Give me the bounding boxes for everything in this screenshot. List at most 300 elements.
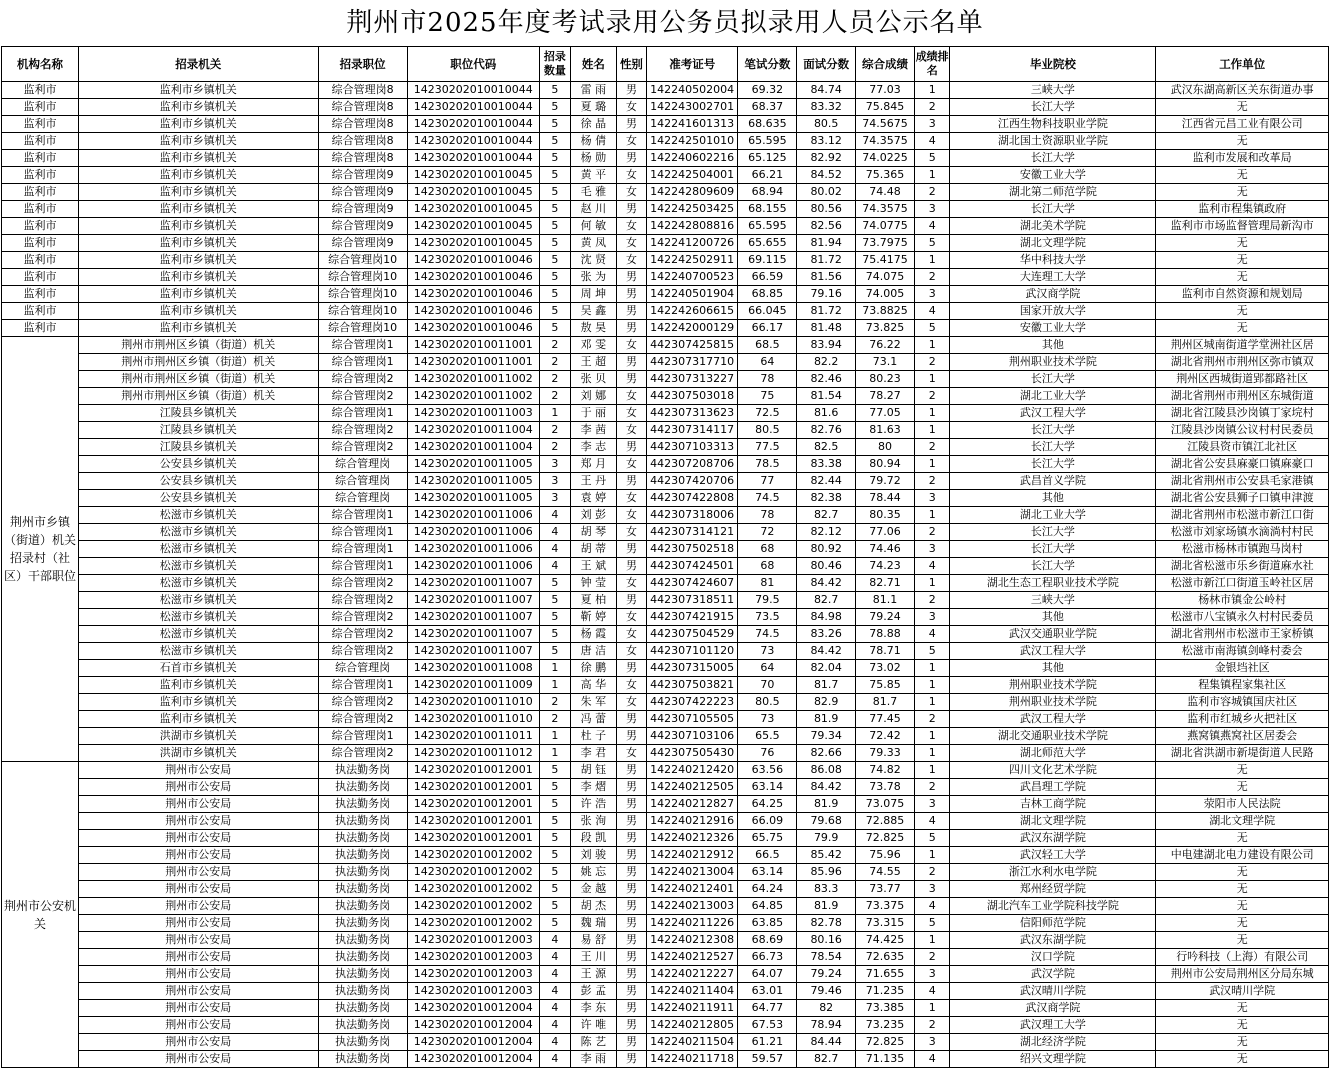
- cell-school: 武汉东湖学院: [950, 830, 1156, 847]
- cell-written: 65.125: [738, 150, 797, 167]
- cell-school: 武汉交通职业学院: [950, 626, 1156, 643]
- cell-rank: 3: [914, 966, 950, 983]
- cell-quota: 3: [539, 456, 570, 473]
- cell-quota: 5: [539, 99, 570, 116]
- cell-code: 14230202010010044: [407, 150, 539, 167]
- cell-gender: 男: [616, 1017, 646, 1034]
- cell-code: 14230202010010046: [407, 269, 539, 286]
- cell-workplace: 无: [1156, 779, 1329, 796]
- cell-name: 胡 琴: [571, 524, 617, 541]
- cell-total: 73.02: [856, 660, 915, 677]
- table-row: [2, 456, 1329, 473]
- table-row: [2, 405, 1329, 422]
- cell-interview: 84.44: [797, 1034, 856, 1051]
- cell-code: 14230202010011007: [407, 575, 539, 592]
- col-gender: 性别: [616, 47, 646, 82]
- cell-exam-id: 142242000129: [647, 320, 738, 337]
- cell-org: 松滋市乡镇机关: [79, 626, 318, 643]
- cell-code: 14230202010011009: [407, 677, 539, 694]
- cell-total: 79.72: [856, 473, 915, 490]
- cell-written: 59.57: [738, 1051, 797, 1068]
- table-row: [2, 1000, 1329, 1017]
- table-row: [2, 133, 1329, 150]
- cell-gender: 女: [616, 524, 646, 541]
- cell-total: 73.77: [856, 881, 915, 898]
- cell-position: 综合管理岗2: [318, 694, 407, 711]
- cell-quota: 4: [539, 1000, 570, 1017]
- cell-school: 湖北第二师范学院: [950, 184, 1156, 201]
- cell-interview: 82.44: [797, 473, 856, 490]
- cell-name: 毛 雅: [571, 184, 617, 201]
- cell-position: 综合管理岗9: [318, 167, 407, 184]
- cell-org: 监利市乡镇机关: [79, 218, 318, 235]
- cell-org: 荆州市荆州区乡镇（街道）机关: [79, 354, 318, 371]
- cell-school: 长江大学: [950, 541, 1156, 558]
- cell-quota: 4: [539, 1051, 570, 1068]
- cell-school: 武汉晴川学院: [950, 983, 1156, 1000]
- cell-code: 14230202010012002: [407, 864, 539, 881]
- cell-workplace: 荆州市公安局荆州区分局东城: [1156, 966, 1329, 983]
- cell-position: 综合管理岗1: [318, 524, 407, 541]
- cell-exam-id: 442307503018: [647, 388, 738, 405]
- cell-position: 综合管理岗: [318, 660, 407, 677]
- cell-exam-id: 442307317710: [647, 354, 738, 371]
- cell-workplace: 湖北省公安县狮子口镇申津渡: [1156, 490, 1329, 507]
- cell-school: 其他: [950, 490, 1156, 507]
- cell-exam-id: 142242501010: [647, 133, 738, 150]
- cell-code: 14230202010012004: [407, 1034, 539, 1051]
- cell-school: 长江大学: [950, 150, 1156, 167]
- cell-written: 69.115: [738, 252, 797, 269]
- cell-position: 综合管理岗2: [318, 388, 407, 405]
- cell-position: 综合管理岗10: [318, 269, 407, 286]
- cell-code: 14230202010011007: [407, 626, 539, 643]
- cell-interview: 81.9: [797, 796, 856, 813]
- cell-written: 63.14: [738, 864, 797, 881]
- cell-school: 郑州经贸学院: [950, 881, 1156, 898]
- cell-exam-id: 442307318511: [647, 592, 738, 609]
- cell-exam-id: 142242809609: [647, 184, 738, 201]
- table-row: [2, 847, 1329, 864]
- cell-exam-id: 142240212227: [647, 966, 738, 983]
- cell-position: 执法勤务岗: [318, 779, 407, 796]
- table-row: [2, 82, 1329, 99]
- cell-workplace: 荆州区城南街道学堂洲社区居: [1156, 337, 1329, 354]
- cell-quota: 5: [539, 201, 570, 218]
- cell-position: 综合管理岗1: [318, 728, 407, 745]
- cell-position: 综合管理岗: [318, 490, 407, 507]
- cell-quota: 4: [539, 541, 570, 558]
- cell-total: 80: [856, 439, 915, 456]
- cell-quota: 4: [539, 966, 570, 983]
- table-row: [2, 592, 1329, 609]
- cell-written: 66.17: [738, 320, 797, 337]
- cell-quota: 1: [539, 405, 570, 422]
- cell-org: 荆州市公安局: [79, 1000, 318, 1017]
- cell-exam-id: 142240212916: [647, 813, 738, 830]
- cell-interview: 81.56: [797, 269, 856, 286]
- cell-agency: 监利市: [2, 286, 79, 303]
- cell-rank: 1: [914, 728, 950, 745]
- cell-exam-id: 142240212805: [647, 1017, 738, 1034]
- cell-exam-id: 442307313623: [647, 405, 738, 422]
- table-row: [2, 881, 1329, 898]
- cell-gender: 男: [616, 711, 646, 728]
- cell-name: 徐 晶: [571, 116, 617, 133]
- cell-interview: 83.3: [797, 881, 856, 898]
- cell-workplace: 江西省元昌工业有限公司: [1156, 116, 1329, 133]
- cell-total: 72.825: [856, 1034, 915, 1051]
- cell-gender: 女: [616, 133, 646, 150]
- cell-total: 74.46: [856, 541, 915, 558]
- cell-org: 荆州市公安局: [79, 949, 318, 966]
- cell-agency: 监利市: [2, 201, 79, 218]
- cell-interview: 82: [797, 1000, 856, 1017]
- cell-exam-id: 142242808816: [647, 218, 738, 235]
- cell-org: 监利市乡镇机关: [79, 167, 318, 184]
- cell-interview: 82.7: [797, 592, 856, 609]
- cell-total: 74.55: [856, 864, 915, 881]
- cell-written: 80.5: [738, 422, 797, 439]
- cell-agency: 监利市: [2, 303, 79, 320]
- cell-exam-id: 142240211911: [647, 1000, 738, 1017]
- cell-gender: 男: [616, 915, 646, 932]
- cell-interview: 84.42: [797, 575, 856, 592]
- cell-org: 监利市乡镇机关: [79, 252, 318, 269]
- cell-org: 洪湖市乡镇机关: [79, 728, 318, 745]
- cell-code: 14230202010010044: [407, 82, 539, 99]
- cell-gender: 女: [616, 745, 646, 762]
- cell-code: 14230202010012001: [407, 779, 539, 796]
- cell-exam-id: 442307101120: [647, 643, 738, 660]
- cell-quota: 3: [539, 490, 570, 507]
- table-row: [2, 813, 1329, 830]
- cell-position: 综合管理岗9: [318, 218, 407, 235]
- cell-total: 73.385: [856, 1000, 915, 1017]
- cell-name: 李 志: [571, 439, 617, 456]
- cell-gender: 女: [616, 337, 646, 354]
- table-row: [2, 422, 1329, 439]
- table-row: [2, 507, 1329, 524]
- cell-org: 监利市乡镇机关: [79, 116, 318, 133]
- cell-position: 综合管理岗10: [318, 320, 407, 337]
- cell-exam-id: 142240212308: [647, 932, 738, 949]
- cell-name: 袁 婷: [571, 490, 617, 507]
- cell-exam-id: 442307503821: [647, 677, 738, 694]
- cell-workplace: 燕窝镇燕窝社区居委会: [1156, 728, 1329, 745]
- cell-written: 80.5: [738, 694, 797, 711]
- cell-agency: 监利市: [2, 269, 79, 286]
- cell-written: 79.5: [738, 592, 797, 609]
- cell-total: 74.005: [856, 286, 915, 303]
- cell-gender: 男: [616, 728, 646, 745]
- cell-total: 71.235: [856, 983, 915, 1000]
- cell-workplace: 无: [1156, 1000, 1329, 1017]
- cell-org: 松滋市乡镇机关: [79, 507, 318, 524]
- cell-exam-id: 142243002701: [647, 99, 738, 116]
- cell-position: 综合管理岗8: [318, 82, 407, 99]
- cell-rank: 4: [914, 1051, 950, 1068]
- cell-position: 综合管理岗: [318, 456, 407, 473]
- cell-school: 三峡大学: [950, 592, 1156, 609]
- cell-code: 14230202010011008: [407, 660, 539, 677]
- cell-written: 75: [738, 388, 797, 405]
- cell-school: 荆州职业技术学院: [950, 354, 1156, 371]
- cell-org: 荆州市公安局: [79, 830, 318, 847]
- cell-code: 14230202010011004: [407, 439, 539, 456]
- cell-gender: 男: [616, 881, 646, 898]
- cell-written: 72.5: [738, 405, 797, 422]
- cell-rank: 2: [914, 473, 950, 490]
- cell-rank: 4: [914, 218, 950, 235]
- cell-name: 刘 彭: [571, 507, 617, 524]
- table-row: [2, 354, 1329, 371]
- cell-rank: 1: [914, 371, 950, 388]
- table-row: [2, 779, 1329, 796]
- cell-rank: 5: [914, 830, 950, 847]
- cell-workplace: 无: [1156, 1034, 1329, 1051]
- cell-name: 钟 莹: [571, 575, 617, 592]
- cell-interview: 80.56: [797, 201, 856, 218]
- table-row: [2, 439, 1329, 456]
- cell-org: 监利市乡镇机关: [79, 677, 318, 694]
- table-row: [2, 864, 1329, 881]
- cell-total: 74.425: [856, 932, 915, 949]
- cell-written: 78: [738, 371, 797, 388]
- cell-written: 66.045: [738, 303, 797, 320]
- cell-written: 68.37: [738, 99, 797, 116]
- cell-interview: 80.5: [797, 116, 856, 133]
- cell-name: 杜 子: [571, 728, 617, 745]
- cell-quota: 5: [539, 218, 570, 235]
- cell-rank: 3: [914, 881, 950, 898]
- cell-school: 国家开放大学: [950, 303, 1156, 320]
- cell-org: 荆州市公安局: [79, 915, 318, 932]
- cell-workplace: 武汉东湖高新区关东街道办事: [1156, 82, 1329, 99]
- cell-org: 松滋市乡镇机关: [79, 558, 318, 575]
- cell-interview: 82.46: [797, 371, 856, 388]
- cell-written: 64: [738, 354, 797, 371]
- cell-workplace: 监利市程集镇政府: [1156, 201, 1329, 218]
- cell-position: 执法勤务岗: [318, 1000, 407, 1017]
- cell-interview: 81.9: [797, 898, 856, 915]
- cell-name: 许 浩: [571, 796, 617, 813]
- cell-position: 综合管理岗2: [318, 575, 407, 592]
- col-recruiting-org: 招录机关: [79, 47, 318, 82]
- cell-rank: 4: [914, 626, 950, 643]
- cell-written: 76: [738, 745, 797, 762]
- cell-interview: 81.48: [797, 320, 856, 337]
- cell-school: 江西生物科技职业学院: [950, 116, 1156, 133]
- cell-quota: 5: [539, 847, 570, 864]
- cell-position: 执法勤务岗: [318, 915, 407, 932]
- page-title: 荆州市2025年度考试录用公务员拟录用人员公示名单: [346, 8, 984, 38]
- cell-org: 监利市乡镇机关: [79, 201, 318, 218]
- cell-position: 综合管理岗10: [318, 286, 407, 303]
- cell-code: 14230202010010044: [407, 133, 539, 150]
- cell-org: 松滋市乡镇机关: [79, 592, 318, 609]
- cell-written: 77: [738, 473, 797, 490]
- cell-written: 68.155: [738, 201, 797, 218]
- cell-gender: 男: [616, 286, 646, 303]
- cell-position: 综合管理岗2: [318, 609, 407, 626]
- cell-school: 湖北师范大学: [950, 745, 1156, 762]
- table-row: [2, 643, 1329, 660]
- cell-gender: 男: [616, 541, 646, 558]
- cell-written: 66.59: [738, 269, 797, 286]
- cell-position: 综合管理岗1: [318, 354, 407, 371]
- cell-name: 黄 凤: [571, 235, 617, 252]
- cell-org: 荆州市公安局: [79, 1017, 318, 1034]
- cell-exam-id: 142240212505: [647, 779, 738, 796]
- cell-name: 段 凯: [571, 830, 617, 847]
- cell-rank: 1: [914, 762, 950, 779]
- table-row: [2, 167, 1329, 184]
- cell-interview: 82.2: [797, 354, 856, 371]
- cell-written: 70: [738, 677, 797, 694]
- cell-org: 荆州市公安局: [79, 796, 318, 813]
- cell-gender: 女: [616, 643, 646, 660]
- cell-position: 综合管理岗2: [318, 371, 407, 388]
- table-row: [2, 949, 1329, 966]
- cell-name: 靳 婷: [571, 609, 617, 626]
- cell-total: 78.88: [856, 626, 915, 643]
- cell-workplace: 无: [1156, 1017, 1329, 1034]
- cell-written: 65.595: [738, 218, 797, 235]
- cell-position: 综合管理岗2: [318, 643, 407, 660]
- cell-workplace: 监利市发展和改革局: [1156, 150, 1329, 167]
- cell-position: 执法勤务岗: [318, 864, 407, 881]
- table-row: [2, 932, 1329, 949]
- cell-workplace: 松滋市杨林市镇跑马岗村: [1156, 541, 1329, 558]
- cell-gender: 男: [616, 558, 646, 575]
- cell-interview: 81.9: [797, 711, 856, 728]
- table-row: [2, 473, 1329, 490]
- table-row: [2, 677, 1329, 694]
- cell-quota: 5: [539, 796, 570, 813]
- cell-code: 14230202010011012: [407, 745, 539, 762]
- cell-exam-id: 442307318006: [647, 507, 738, 524]
- cell-org: 荆州市公安局: [79, 813, 318, 830]
- cell-written: 78.5: [738, 456, 797, 473]
- group-agency-name: 荆州市乡镇（街道）机关招录村（社区）干部职位: [2, 337, 79, 762]
- cell-school: 武昌首义学院: [950, 473, 1156, 490]
- cell-workplace: 松滋市刘家场镇水滴淌村村民: [1156, 524, 1329, 541]
- cell-position: 综合管理岗1: [318, 337, 407, 354]
- cell-total: 71.135: [856, 1051, 915, 1068]
- col-quota: 招录数量: [539, 47, 570, 82]
- cell-written: 65.5: [738, 728, 797, 745]
- cell-code: 14230202010011007: [407, 609, 539, 626]
- cell-quota: 4: [539, 558, 570, 575]
- col-workplace: 工作单位: [1156, 47, 1329, 82]
- cell-workplace: 无: [1156, 184, 1329, 201]
- cell-school: 荆州职业技术学院: [950, 677, 1156, 694]
- cell-interview: 83.12: [797, 133, 856, 150]
- cell-code: 14230202010012002: [407, 898, 539, 915]
- cell-name: 夏 璐: [571, 99, 617, 116]
- cell-org: 荆州市公安局: [79, 762, 318, 779]
- cell-name: 李 雨: [571, 1051, 617, 1068]
- cell-workplace: 江陵县沙岗镇公议村村民委员: [1156, 422, 1329, 439]
- cell-school: 长江大学: [950, 524, 1156, 541]
- cell-interview: 81.94: [797, 235, 856, 252]
- cell-org: 荆州市公安局: [79, 983, 318, 1000]
- cell-school: 武汉商学院: [950, 1000, 1156, 1017]
- cell-total: 72.885: [856, 813, 915, 830]
- cell-code: 14230202010010044: [407, 99, 539, 116]
- cell-total: 77.06: [856, 524, 915, 541]
- cell-total: 74.5675: [856, 116, 915, 133]
- cell-total: 75.85: [856, 677, 915, 694]
- cell-gender: 男: [616, 932, 646, 949]
- cell-name: 郑 月: [571, 456, 617, 473]
- col-name: 姓名: [571, 47, 617, 82]
- cell-written: 81: [738, 575, 797, 592]
- cell-position: 综合管理岗8: [318, 99, 407, 116]
- cell-exam-id: 442307208706: [647, 456, 738, 473]
- cell-school: 湖北交通职业技术学院: [950, 728, 1156, 745]
- cell-name: 黄 平: [571, 167, 617, 184]
- cell-org: 监利市乡镇机关: [79, 235, 318, 252]
- cell-code: 14230202010011006: [407, 507, 539, 524]
- cell-quota: 2: [539, 354, 570, 371]
- cell-name: 金 越: [571, 881, 617, 898]
- cell-gender: 女: [616, 694, 646, 711]
- cell-interview: 81.7: [797, 677, 856, 694]
- cell-name: 胡 蒂: [571, 541, 617, 558]
- cell-workplace: 监利市红城乡火把社区: [1156, 711, 1329, 728]
- cell-total: 74.3575: [856, 133, 915, 150]
- cell-position: 执法勤务岗: [318, 898, 407, 915]
- cell-written: 66.73: [738, 949, 797, 966]
- cell-workplace: 中电建湖北电力建设有限公司: [1156, 847, 1329, 864]
- cell-position: 综合管理岗2: [318, 592, 407, 609]
- cell-exam-id: 442307424607: [647, 575, 738, 592]
- cell-written: 65.655: [738, 235, 797, 252]
- cell-gender: 女: [616, 609, 646, 626]
- cell-school: 湖北生态工程职业技术学院: [950, 575, 1156, 592]
- cell-school: 武汉工程大学: [950, 711, 1156, 728]
- cell-name: 沈 贤: [571, 252, 617, 269]
- cell-interview: 82.9: [797, 694, 856, 711]
- cell-total: 75.4175: [856, 252, 915, 269]
- cell-total: 74.075: [856, 269, 915, 286]
- cell-total: 73.375: [856, 898, 915, 915]
- cell-quota: 5: [539, 762, 570, 779]
- cell-total: 72.635: [856, 949, 915, 966]
- cell-written: 69.32: [738, 82, 797, 99]
- cell-written: 63.01: [738, 983, 797, 1000]
- cell-quota: 5: [539, 592, 570, 609]
- cell-rank: 1: [914, 405, 950, 422]
- cell-exam-id: 442307314121: [647, 524, 738, 541]
- cell-org: 监利市乡镇机关: [79, 269, 318, 286]
- table-row: [2, 541, 1329, 558]
- cell-code: 14230202010011006: [407, 524, 539, 541]
- cell-rank: 2: [914, 592, 950, 609]
- cell-agency: 监利市: [2, 167, 79, 184]
- cell-name: 周 坤: [571, 286, 617, 303]
- table-row: [2, 1017, 1329, 1034]
- cell-exam-id: 142242502911: [647, 252, 738, 269]
- cell-workplace: 湖北省荆州市松滋市王家桥镇: [1156, 626, 1329, 643]
- cell-code: 14230202010011011: [407, 728, 539, 745]
- cell-quota: 2: [539, 439, 570, 456]
- table-row: [2, 728, 1329, 745]
- cell-org: 洪湖市乡镇机关: [79, 745, 318, 762]
- cell-school: 湖北工业大学: [950, 507, 1156, 524]
